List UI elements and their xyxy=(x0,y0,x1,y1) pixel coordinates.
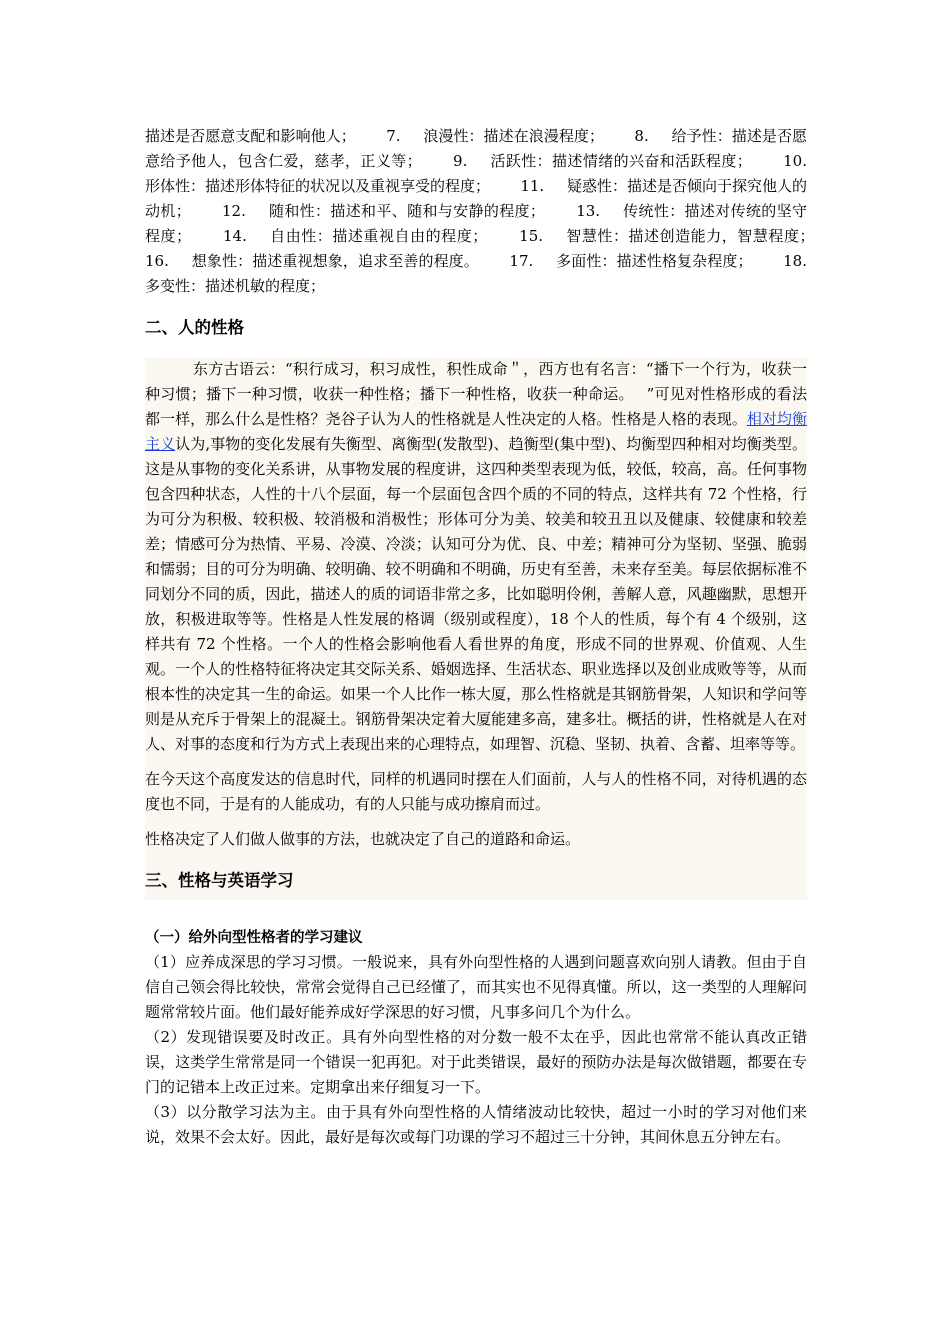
advice-item: （3）以分散学习法为主。由于具有外向型性格的人情绪波动比较快，超过一小时的学习对他们来说，效果不会太好。因此，最好是每次或每门功课的学习不超过三十分钟，其间休息五分钟左右。 xyxy=(145,1103,807,1146)
section-heading-personality: 二、人的性格 xyxy=(145,318,244,337)
paragraph-text-before-link: 东方古语云：“积行成习，积习成性，积性成命＂，西方也有名言：“播下一个行为，收获一种习惯；播下一种习惯，收获一种性格；播下一种性格，收获一种命运。 ”可见对性格形成的看法都一样，那么什么是性格？尧谷子认为人的性格就是人性决定的人格。性格是人格的表现。 xyxy=(145,360,807,428)
advice-item: （2）发现错误要及时改正。具有外向型性格的对分数一般不太在乎，因此也常常不能认真改正错误，这类学生常常是同一个错误一犯再犯。对于此类错误，最好的预防办法是每次做错题，都要在专门的记错本上改正过来。定期拿出来仔细复习一下。 xyxy=(145,1028,807,1096)
paragraph-text-after-link: 认为,事物的变化发展有失衡型、离衡型(发散型)、趋衡型(集中型)、均衡型四种相对均衡类型。这是从事物的变化关系讲，从事物发展的程度讲，这四种类型表现为低，较低，较高，高。任何事物包含四种状态，人性的十八个层面，每一个层面包含四个质的不同的特点，这样共有 72 个性格，行为可分为积极、较积极、较消极和消极性；形体可分为美、较美和较丑丑以及健康、较健康和较差差；情感可分为热情、平易、冷漠、冷淡；认知可分为优、良、中差；精神可分为坚韧、坚强、脆弱和懦弱；目的可分为明确、较明确、较不明确和不明确，历史有至善，未来存至美。每层依据标准不同划分不同的质，因此，描述人的质的词语非常之多，比如聪明伶俐，善解人意，风趣幽默，思想开放，积极进取等等。性格是人性发展的格调（级别或程度），18 个人的性质，每个有 4 个级别，这样共有 72 个性格。一个人的性格会影响他看人看世界的角度，形成不同的世界观、价值观、人生观。一个人的性格特征将决定其交际关系、婚姻选择、生活状态、职业选择以及创业成败等等，从而根本性的决定其一生的命运。如果一个人比作一栋大厦，那么性格就是其钢筋骨架，人知识和学问等则是从充斥于骨架上的混凝土。钢筋骨架决定着大厦能建多高，建多壮。概括的讲，性格就是人在对人、对事的态度和行为方式上表现出来的心理特点，如理智、沉稳、坚韧、执着、含蓄、坦率等等。 xyxy=(145,435,807,753)
section-personality-body xyxy=(145,357,807,900)
advice-item: （1）应养成深思的学习习惯。一般说来，具有外向型性格的人遇到问题喜欢向别人请教。但由于自信自己领会得比较快，常常会觉得自己已经懂了，而其实也不见得真懂。所以，这一类型的人理解问题常常较片面。他们最好能养成好学深思的好习惯，凡事多问几个为什么。 xyxy=(145,953,807,1021)
personality-definition-paragraph xyxy=(145,357,807,757)
information-era-paragraph: 在今天这个高度发达的信息时代，同样的机遇同时摆在人们面前，人与人的性格不同，对待机遇的态度也不同，于是有的人能成功，有的人只能与成功擦肩而过。 xyxy=(145,770,807,813)
destiny-paragraph: 性格决定了人们做人做事的方法，也就决定了自己的道路和命运。 xyxy=(145,830,581,848)
document-body xyxy=(145,124,845,1150)
subheading-extrovert-advice: （一）给外向型性格者的学习建议 xyxy=(145,930,363,946)
section-heading-english-learning: 三、性格与英语学习 xyxy=(145,871,294,890)
trait-list-paragraph: 描述是否愿意支配和影响他人； 7. 浪漫性：描述在浪漫程度； 8. 给予性：描述是否愿意给予他人，包含仁爱，慈孝，正义等； 9. 活跃性：描述情绪的兴奋和活跃程度； 10. 形体性：描述形体特征的状况以及重视享受的程度； 11. 疑惑性：描述是否倾向于探究他人的动机； 12. 随和性：描述和平、随和与安静的程度； 13. 传统性：描述对传统的坚守程度； 14. 自由性：描述重视自由的程度； 15. 智慧性：描述创造能力，智慧程度； 16. 想象性：描述重视想象，追求至善的程度。 17. 多面性：描述性格复杂程度； 18. 多变性：描述机敏的程度； xyxy=(145,127,845,295)
relative-balance-link[interactable]: 相对均衡主义 xyxy=(145,410,807,453)
